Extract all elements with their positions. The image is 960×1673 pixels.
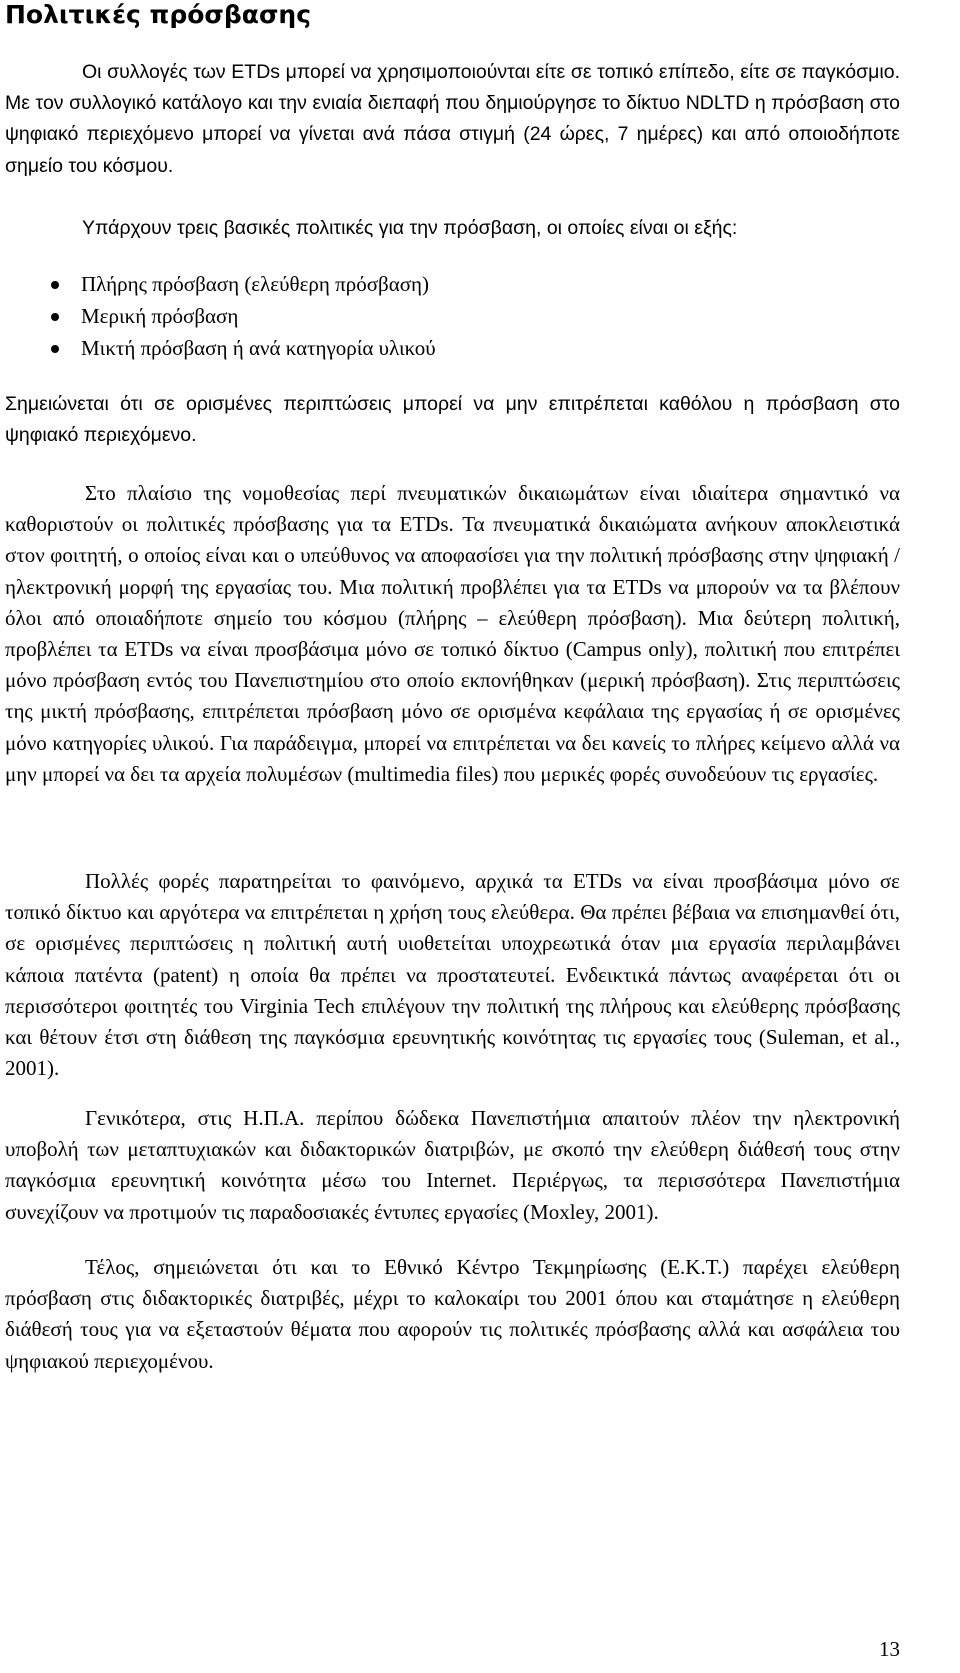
section-heading: Πολιτικές πρόσβασης — [5, 0, 312, 29]
list-item-text: Μικτή πρόσβαση ή ανά κατηγορία υλικού — [81, 336, 436, 360]
paragraph-policies-intro: Υπάρχουν τρεις βασικές πολιτικές για την πρόσβαση, οι οποίες είναι οι εξής: — [82, 217, 738, 239]
paragraph-ekt: Τέλος, σημειώνεται ότι και το Εθνικό Κέντρο Τεκμηρίωσης (Ε.Κ.Τ.) παρέχει ελεύθερη πρόσβαση στις διδακτορικές διατριβές, μέχρι το καλοκαίρι του 2001 όπου και σταμάτησε η ελεύθερη διάθεσή τους για να εξεταστούν θέματα που αφορούν τις πολιτικές πρόσβασης αλλά και ασφάλεια του ψηφιακού περιεχομένου. — [5, 1255, 900, 1373]
bullet-icon — [51, 345, 59, 353]
page-number: 13 — [879, 1637, 900, 1661]
access-policies-list — [5, 268, 436, 364]
paragraph-copyright: Στο πλαίσιο της νομοθεσίας περί πνευματικών δικαιωμάτων είναι ιδιαίτερα σημαντικό να καθοριστούν οι πολιτικές πρόσβασης για τα ETDs. Τα πνευματικά δικαιώματα ανήκουν αποκλειστικά στον φοιτητή, ο οποίος είναι και ο υπεύθυνος να αποφασίσει για την πολιτική πρόσβασης στην ψηφιακή / ηλεκτρονική μορφή της εργασίας του. Μια πολιτική προβλέπει για τα ETDs να μπορούν να τα βλέπουν όλοι από οποιαδήποτε σημείο του κόσμου (πλήρης – ελεύθερη πρόσβαση). Μια δεύτερη πολιτική, προβλέπει τα ETDs να είναι προσβάσιμα μόνο σε τοπικό δίκτυο (Campus only), πολιτική που επιτρέπει μόνο πρόσβαση εντός του Πανεπιστημίου στο οποίο εκπονήθηκαν (μερική πρόσβαση). Στις περιπτώσεις της μικτή πρόσβασης, επιτρέπεται πρόσβαση μόνο σε ορισμένα κεφάλαια της εργασίας ή σε ορισμένες μόνο κατηγορίες υλικού. Για παράδειγμα, μπορεί να επιτρέπεται να δει κανείς το πλήρες κείμενο αλλά να μην μπορεί να δει τα αρχεία πολυμέσων (multimedia files) που μερικές φορές συνοδεύουν τις εργασίες. — [5, 481, 900, 786]
list-item — [5, 268, 436, 300]
bullet-icon — [51, 313, 59, 321]
list-item — [5, 300, 436, 332]
paragraph-usa: Γενικότερα, στις Η.Π.Α. περίπου δώδεκα Πανεπιστήμια απαιτούν πλέον την ηλεκτρονική υποβολή των μεταπτυχιακών και διδακτορικών διατριβών, με σκοπό την ελεύθερη διάθεσή τους στην παγκόσμια ερευνητική κοινότητα μέσω του Internet. Περιέργως, τα περισσότερα Πανεπιστήμια συνεχίζουν να προτιμούν τις παραδοσιακές έντυπες εργασίες (Moxley, 2001). — [5, 1106, 900, 1224]
list-item-text: Πλήρης πρόσβαση (ελεύθερη πρόσβαση) — [81, 272, 429, 296]
list-item-text: Μερική πρόσβαση — [81, 304, 239, 328]
bullet-icon — [51, 281, 59, 289]
paragraph-collections: Οι συλλογές των ETDs μπορεί να χρησιμοποιούνται είτε σε τοπικό επίπεδο, είτε σε παγκόσμιο. Με τον συλλογικό κατάλογο και την ενιαία διεπαφή που δημιούργησε το δίκτυο NDLTD η πρόσβαση στο ψηφιακό περιεχόμενο μπορεί να γίνεται ανά πάσα στιγμή (24 ώρες, 7 ημέρες) και από οποιοδήποτε σημείο του κόσμου. — [5, 61, 900, 177]
list-item — [5, 332, 436, 364]
paragraph-phenomenon: Πολλές φορές παρατηρείται το φαινόμενο, αρχικά τα ETDs να είναι προσβάσιμα μόνο σε τοπικό δίκτυο και αργότερα να επιτρέπεται η χρήση τους ελεύθερα. Θα πρέπει βέβαια να επισημανθεί ότι, σε ορισμένες περιπτώσεις η πολιτική αυτή υιοθετείται υποχρεωτικά όταν μια εργασία περιλαμβάνει κάποια πατέντα (patent) η οποία θα πρέπει να προστατευτεί. Ενδεικτικά πάντως αναφέρεται ότι οι περισσότεροι φοιτητές του Virginia Tech επιλέγουν την πολιτική της πλήρους και ελεύθερης πρόσβασης και θέτουν έτσι στη διάθεση της παγκόσμια ερευνητικής κοινότητας τις εργασίες τους (Suleman, et al., 2001). — [5, 869, 900, 1081]
paragraph-note: Σημειώνεται ότι σε ορισμένες περιπτώσεις μπορεί να μην επιτρέπεται καθόλου η πρόσβαση στο ψηφιακό περιεχόμενο. — [5, 393, 900, 447]
